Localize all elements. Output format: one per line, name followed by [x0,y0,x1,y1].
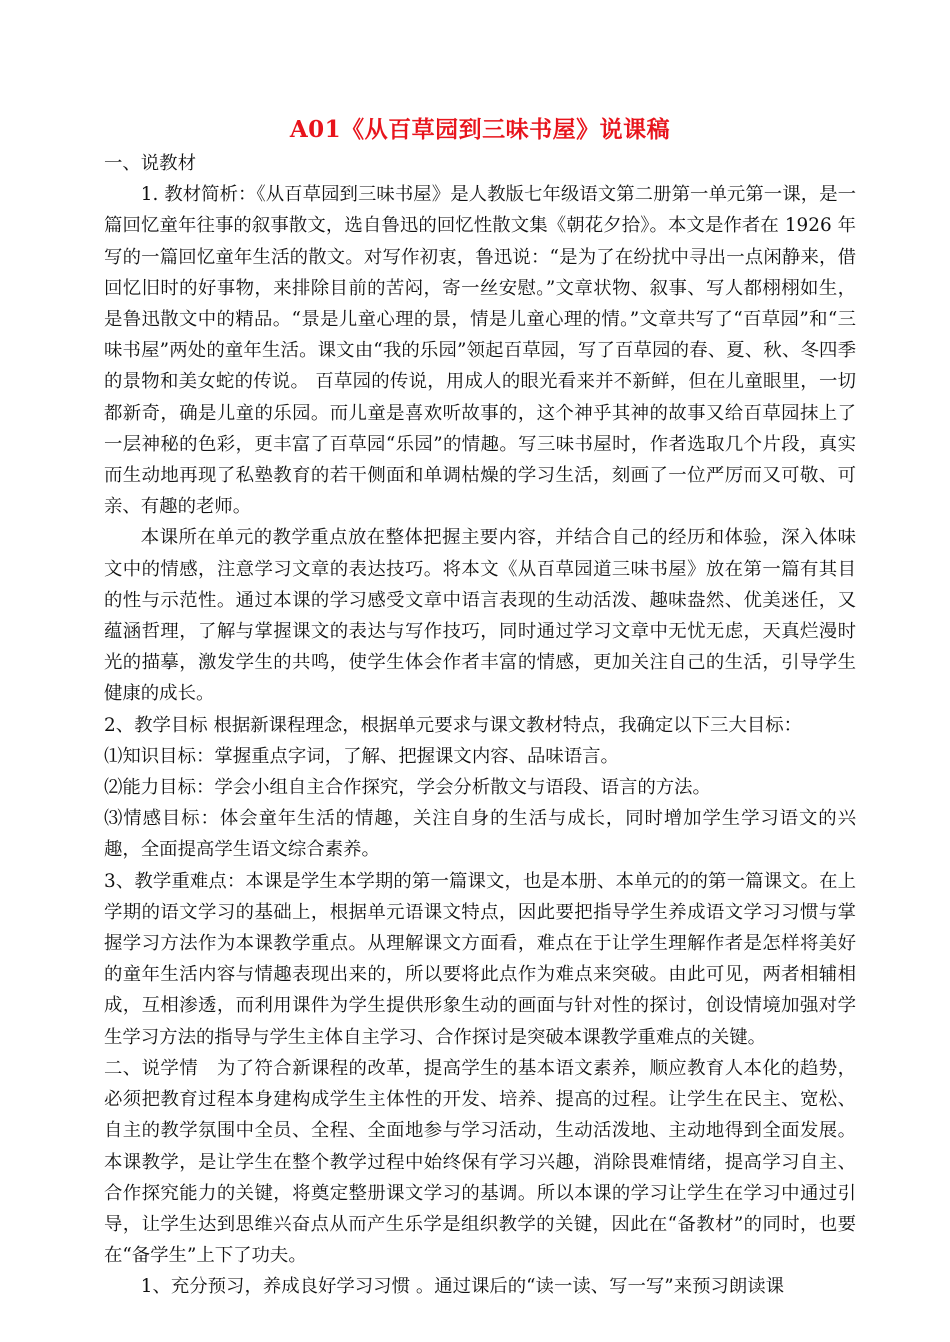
paragraph-emotion-goal: ⑶情感目标：体会童年生活的情趣，关注自身的生活与成长，同时增加学生学习语文的兴趣，全面提高学生语文综合素养。 [104,808,856,861]
paragraph-student-analysis: 二、说学情 为了符合新课程的改革，提高学生的基本语文素养，顺应教育人本化的趋势，必须把教育过程本身建构成学生主体性的开发、培养、提高的过程。让学生在民主、宽松、自主的教学氛围中全员、全程、全面地参与学习活动，生动活泼地、主动地得到全面发展。本课教学，是让学生在整个教学过程中始终保有学习兴趣，消除畏难情绪，提高学习自主、合作探究能力的关键，将奠定整册课文学习的基调。所以本课的学习让学生在学习中通过引导，让学生达到思维兴奋点从而产生乐学是组织教学的关键，因此在“备教材”的同时，也要在“备学生”上下了功夫。 [104,1057,856,1267]
paragraph-preview: 1、充分预习，养成良好学习习惯 。通过课后的“读一读、写一写”来预习朗读课 [140,1276,785,1298]
paragraph-textbook-analysis: 1. 教材简析：《从百草园到三味书屋》是人教版七年级语文第二册第一单元第一课，是一篇回忆童年往事的叙事散文，选自鲁迅的回忆性散文集《朝花夕拾》。本文是作者在 1926 年写的一篇回忆童年生活的散文。对写作初衷，鲁迅说：“是为了在纷扰中寻出一点闲静来，借回忆旧时的好事物，来排除目前的苦闷，寄一丝安慰。”文章状物、叙事、写人都栩栩如生，是鲁迅散文中的精品。“景是儿童心理的景，情是儿童心理的情。”文章共写了“百草园”和“三味书屋”两处的童年生活。课文由“我的乐园”领起百草园，写了百草园的春、夏、秋、冬四季的景物和美女蛇的传说。 百草园的传说，用成人的眼光看来并不新鲜，但在儿童眼里，一切都新奇，确是儿童的乐园。而儿童是喜欢听故事的，这个神乎其神的故事又给百草园抹上了一层神秘的色彩，更丰富了百草园“乐园”的情趣。写三味书屋时，作者选取几个片段，真实而生动地再现了私塾教育的若干侧面和单调枯燥的学习生活，刻画了一位严厉而又可敬、可亲、有趣的老师。 [104,184,856,518]
paragraph-unit-focus: 本课所在单元的教学重点放在整体把握主要内容，并结合自己的经历和体验，深入体味文中的情感，注意学习文章的表达技巧。将本文《从百草园道三味书屋》放在第一篇有其目的性与示范性。通过本课的学习感受文章中语言表现的生动活泼、趣味盎然、优美迷任，又蕴涵哲理，了解与掌握课文的表达与写作技巧，同时通过学习文章中无忧无虑，天真烂漫时光的描摹，激发学生的共鸣，使学生体会作者丰富的情感，更加关注自己的生活，引导学生健康的成长。 [104,527,856,705]
paragraph-ability-goal: ⑵能力目标：学会小组自主合作探究，学会分析散文与语段、语言的方法。 [104,777,711,799]
document-title: A01《从百草园到三味书屋》说课稿 [289,116,671,143]
section-heading-textbook: 一、说教材 [104,153,196,174]
document-body [104,112,856,1303]
paragraph-teaching-goals: 2、教学目标 根据新课程理念，根据单元要求与课文教材特点，我确定以下三大目标： [104,714,803,736]
paragraph-knowledge-goal: ⑴知识目标：掌握重点字词，了解、把握课文内容、品味语言。 [104,745,619,767]
paragraph-key-difficulties: 3、教学重难点：本课是学生本学期的第一篇课文，也是本册、本单元的的第一篇课文。在上学期的语文学习的基础上，根据单元语课文特点，因此要把指导学生养成语文学习习惯与掌握学习方法作为本课教学重点。从理解课文方面看，难点在于让学生理解作者是怎样将美好的童年生活内容与情趣表现出来的，所以要将此点作为难点来突破。由此可见，两者相辅相成，互相渗透，而利用课件为学生提供形象生动的画面与针对性的探讨，创设情境加强对学生学习方法的指导与学生主体自主学习、合作探讨是突破本课教学重难点的关键。 [104,870,856,1048]
